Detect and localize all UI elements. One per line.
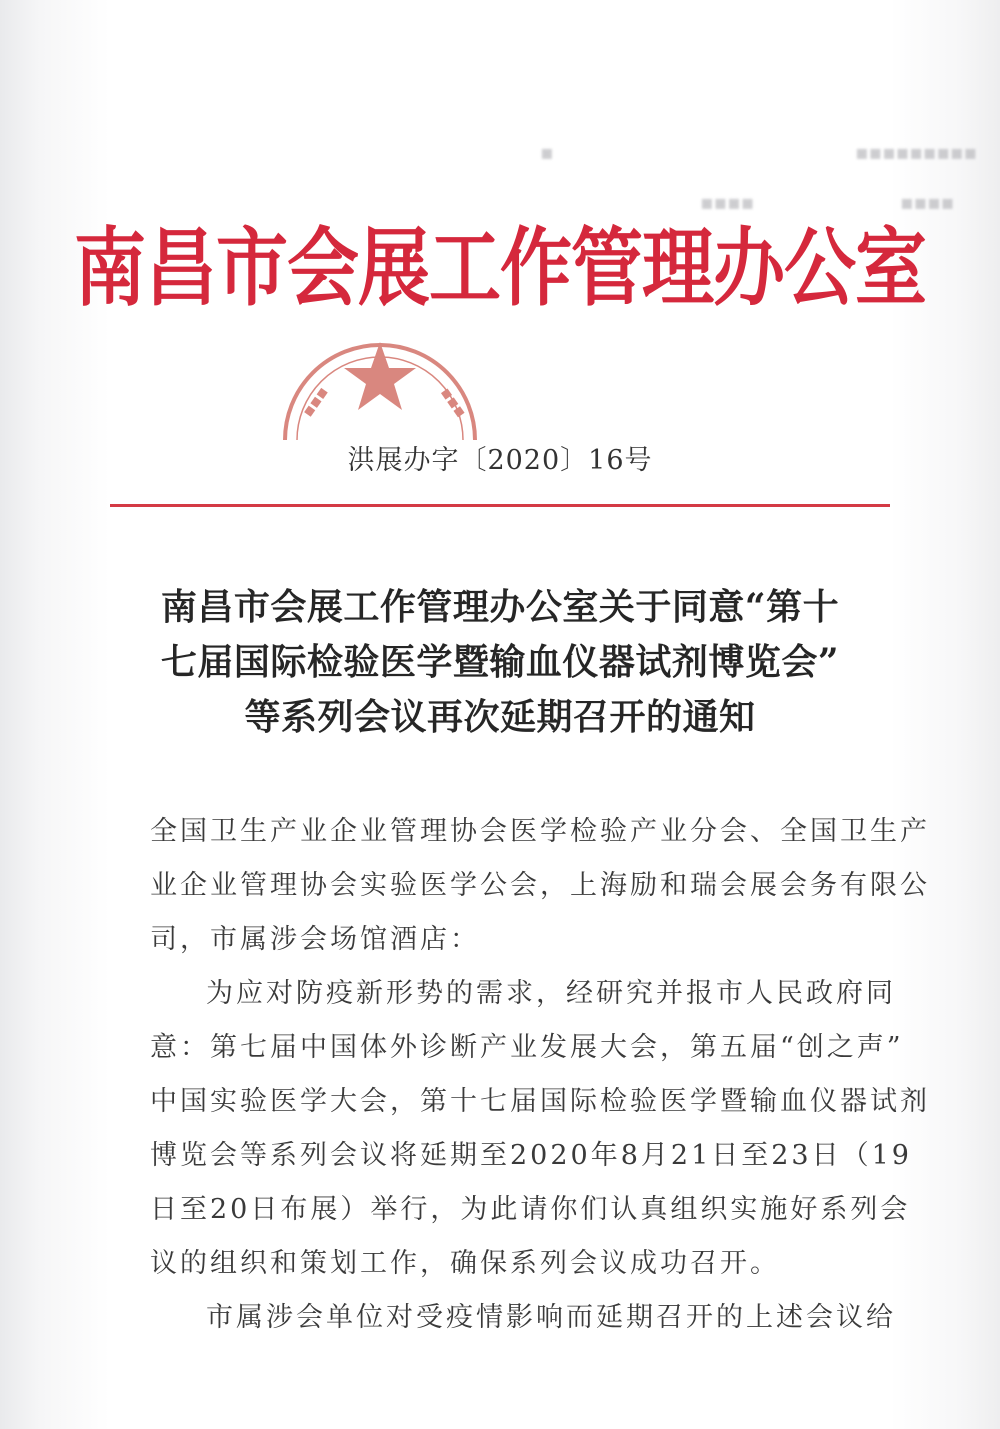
paragraph-line: 市属涉会单位对受疫情影响而延期召开的上述会议给: [206, 1302, 896, 1333]
bleed-through-text: ▪▪▪▪: [900, 190, 955, 214]
recipients-line: 业企业管理协会实验医学公会，上海励和瑞会展会务有限公: [150, 870, 930, 901]
paragraph-line: 中国实验医学大会，第十七届国际检验医学暨输血仪器试剂: [150, 1086, 930, 1117]
recipients-line: 司，市属涉会场馆酒店：: [150, 924, 480, 955]
notice-title: [130, 580, 870, 745]
bleed-through-text: ▪▪▪▪: [700, 190, 755, 214]
recipients-line: 全国卫生产业企业管理协会医学检验产业分会、全国卫生产: [150, 816, 930, 847]
paragraph-line: 议的组织和策划工作，确保系列会议成功召开。: [150, 1248, 780, 1279]
bleed-through-text: ▪: [540, 140, 554, 164]
paragraph-2: [150, 1291, 896, 1345]
letterhead-organization: 南昌市会展工作管理办公室: [73, 218, 926, 318]
title-line: 南昌市会展工作管理办公室关于同意“第十: [160, 586, 840, 628]
paragraph-line: 博览会等系列会议将延期至2020年8月21日至23日（19: [150, 1140, 912, 1171]
title-line: 等系列会议再次延期召开的通知: [244, 696, 756, 738]
letterhead-red-rule: [110, 504, 890, 507]
paragraph-line: 意：第七届中国体外诊断产业发展大会，第五届“创之声”: [150, 1032, 904, 1063]
document-number: 洪展办字〔2020〕16号: [347, 445, 653, 476]
official-seal-icon: [270, 322, 490, 440]
recipients: [150, 805, 930, 967]
title-line: 七届国际检验医学暨输血仪器试剂博览会”: [160, 641, 840, 683]
svg-text:▪▪▪: ▪▪▪: [297, 382, 332, 421]
bleed-through-text: ▪▪▪▪▪▪▪▪▪: [855, 140, 977, 164]
paragraph-1: [150, 967, 930, 1291]
notice-body: [150, 805, 930, 1345]
paragraph-line: 为应对防疫新形势的需求，经研究并报市人民政府同: [206, 978, 896, 1009]
paragraph-line: 日至20日布展）举行，为此请你们认真组织实施好系列会: [150, 1194, 911, 1225]
svg-text:▪▪▪: ▪▪▪: [436, 383, 471, 421]
